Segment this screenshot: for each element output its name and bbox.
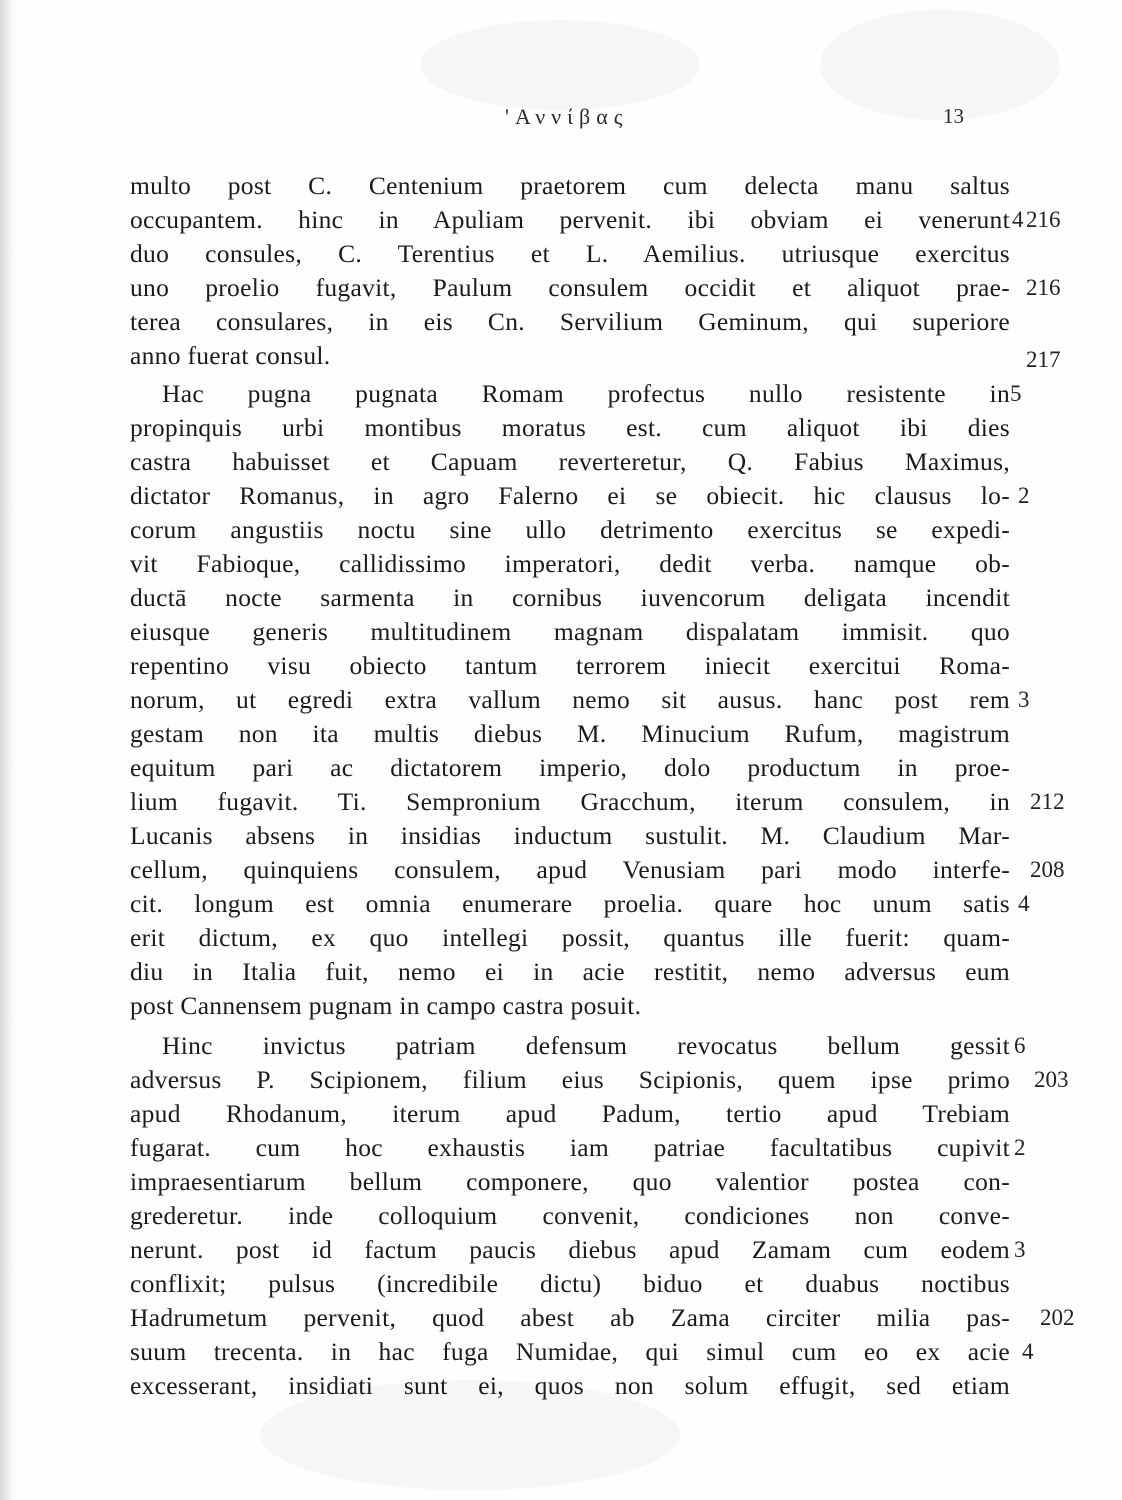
- text-line: lium fugavit. Ti. Sempronium Gracchum, iterum consulem, in: [130, 787, 1010, 816]
- text-line: adversus P. Scipionem, filium eius Scipionis, quem ipse primo: [130, 1065, 1010, 1094]
- text-line: excesserant, insidiati sunt ei, quos non solum effugit, sed etiam: [130, 1371, 1010, 1400]
- text-line: Hac pugna pugnata Romam profectus nullo resistente in: [162, 379, 1010, 408]
- text-line: grederetur. inde colloquium convenit, condiciones non conve-: [130, 1201, 1010, 1230]
- paper-stain: [420, 20, 700, 110]
- text-line: nerunt. post id factum paucis diebus apud Zamam cum eodem: [130, 1235, 1010, 1264]
- margin-chapter-number: 2: [1014, 1135, 1026, 1160]
- margin-chapter-number: 4: [1012, 207, 1024, 232]
- text-line: duo consules, C. Terentius et L. Aemilius. utriusque exercitus: [130, 239, 1010, 268]
- text-line: ductā nocte sarmenta in cornibus iuvencorum deligata incendit: [130, 583, 1010, 612]
- text-line: apud Rhodanum, iterum apud Padum, tertio apud Trebiam: [130, 1099, 1010, 1128]
- text-line: Hinc invictus patriam defensum revocatus bellum gessit: [162, 1031, 1010, 1060]
- text-line: diu in Italia fuit, nemo ei in acie restitit, nemo adversus eum: [130, 957, 1010, 986]
- text-line: norum, ut egredi extra vallum nemo sit ausus. hanc post rem: [130, 685, 1010, 714]
- margin-chapter-number: 3: [1018, 687, 1030, 712]
- margin-year: 202: [1040, 1305, 1075, 1330]
- margin-chapter-number: 4: [1018, 891, 1030, 916]
- text-line: Hadrumetum pervenit, quod abest ab Zama circiter milia pas-: [130, 1303, 1010, 1332]
- text-line: eiusque generis multitudinem magnam dispalatam immisit. quo: [130, 617, 1010, 646]
- margin-year: 216: [1026, 275, 1061, 300]
- margin-chapter-number: 4: [1022, 1339, 1034, 1364]
- text-line: occupantem. hinc in Apuliam pervenit. ibi obviam ei venerunt: [130, 205, 1010, 234]
- text-line: cit. longum est omnia enumerare proelia. quare hoc unum satis: [130, 889, 1010, 918]
- text-line: fugarat. cum hoc exhaustis iam patriae facultatibus cupivit: [130, 1133, 1010, 1162]
- text-line: conflixit; pulsus (incredibile dictu) biduo et duabus noctibus: [130, 1269, 1010, 1298]
- page-number: 13: [943, 104, 964, 128]
- text-line: cellum, quinquiens consulem, apud Venusiam pari modo interfe-: [130, 855, 1010, 884]
- margin-year: 217: [1026, 347, 1061, 372]
- margin-year: 212: [1030, 789, 1065, 814]
- running-title: 'Αννίβας: [505, 104, 629, 129]
- text-line: impraesentiarum bellum componere, quo valentior postea con-: [130, 1167, 1010, 1196]
- text-line: erit dictum, ex quo intellegi possit, quantus ille fuerit: quam-: [130, 923, 1010, 952]
- margin-year: 203: [1034, 1067, 1069, 1092]
- margin-year: 216: [1026, 207, 1061, 232]
- margin-chapter-number: 2: [1018, 483, 1030, 508]
- text-line: vit Fabioque, callidissimo imperatori, dedit verba. namque ob-: [130, 549, 1010, 578]
- margin-chapter-number: 5: [1010, 381, 1022, 406]
- margin-year: 208: [1030, 857, 1065, 882]
- margin-chapter-number: 6: [1014, 1033, 1026, 1058]
- text-line: post Cannensem pugnam in campo castra posuit.: [130, 991, 642, 1020]
- text-line: equitum pari ac dictatorem imperio, dolo productum in proe-: [130, 753, 1010, 782]
- text-line: corum angustiis noctu sine ullo detrimento exercitus se expedi-: [130, 515, 1010, 544]
- text-line: uno proelio fugavit, Paulum consulem occidit et aliquot prae-: [130, 273, 1010, 302]
- text-line: anno fuerat consul.: [130, 341, 331, 370]
- text-line: propinquis urbi montibus moratus est. cum aliquot ibi dies: [130, 413, 1010, 442]
- page-edge-shadow: [0, 0, 14, 1500]
- text-line: terea consulares, in eis Cn. Servilium Geminum, qui superiore: [130, 307, 1010, 336]
- text-line: dictator Romanus, in agro Falerno ei se obiecit. hic clausus lo-: [130, 481, 1010, 510]
- margin-chapter-number: 3: [1014, 1237, 1026, 1262]
- text-line: multo post C. Centenium praetorem cum delecta manu saltus: [130, 171, 1010, 200]
- text-line: repentino visu obiecto tantum terrorem iniecit exercitui Roma-: [130, 651, 1010, 680]
- text-line: gestam non ita multis diebus M. Minucium Rufum, magistrum: [130, 719, 1010, 748]
- text-line: Lucanis absens in insidias inductum sustulit. M. Claudium Mar-: [130, 821, 1010, 850]
- text-line: suum trecenta. in hac fuga Numidae, qui simul cum eo ex acie: [130, 1337, 1010, 1366]
- text-line: castra habuisset et Capuam reverteretur, Q. Fabius Maximus,: [130, 447, 1010, 476]
- paper-stain: [820, 10, 1060, 120]
